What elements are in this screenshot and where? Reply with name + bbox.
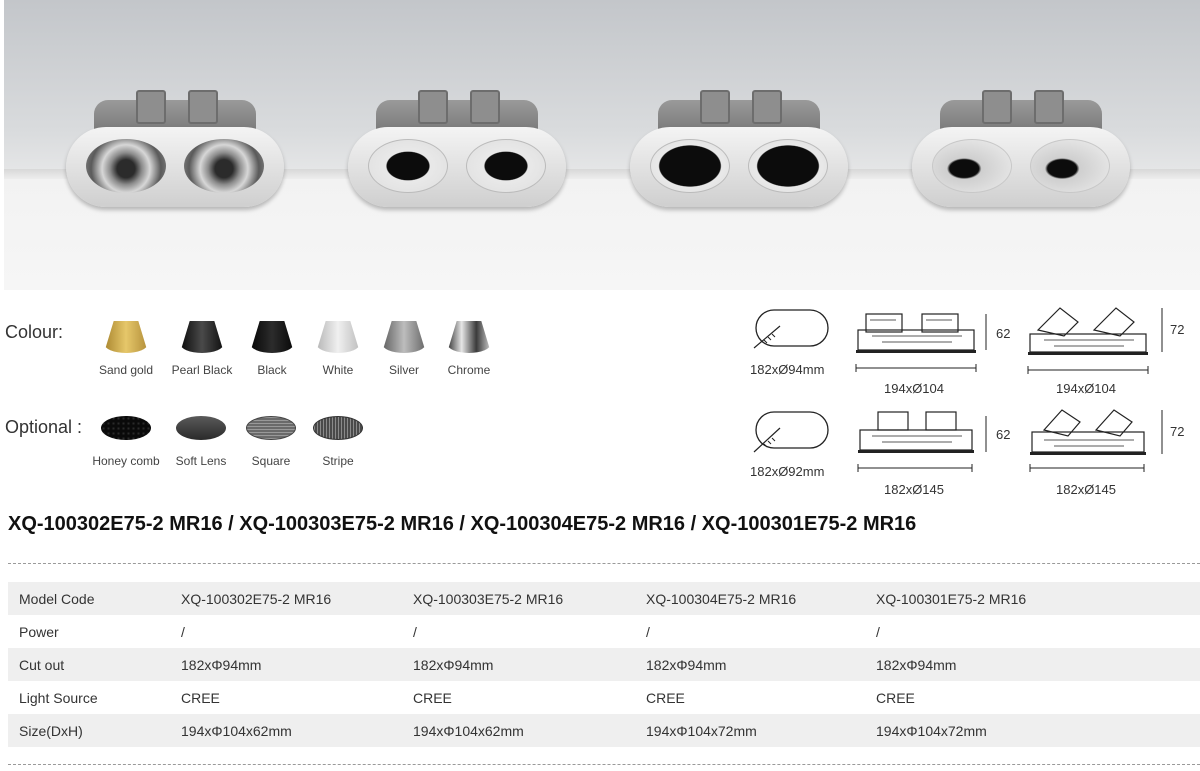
cutout-dimension-top: 182xØ94mm [750,362,825,377]
cell: 182xΦ94mm [646,648,876,681]
cell: CREE [646,689,685,706]
option-soft-lens[interactable] [161,416,241,468]
row-key: Light Source [19,689,98,706]
option-caption: Soft Lens [175,454,227,468]
cell: XQ-100304E75-2 MR16 [646,582,876,615]
side-view-drawing-72 [1024,300,1154,376]
colour-label: Colour: [5,322,64,342]
height-bracket-72-bottom [1160,408,1170,456]
colour-caption: Pearl Black [171,363,233,377]
honeycomb-icon [101,416,151,440]
width-182x145-right: 182xØ145 [1056,482,1116,497]
option-honey-comb[interactable] [86,416,166,468]
product-hero-image [4,0,1200,290]
height-bracket-62-bottom [984,414,994,454]
colour-caption: Black [257,363,287,377]
cell: CREE [876,689,915,706]
fixture-tilted-gimbal [912,95,1132,213]
width-194x104-left: 194xØ104 [884,381,944,396]
square-lens-icon [246,416,296,440]
cell: XQ-100302E75-2 MR16 [181,582,413,615]
row-key: Cut out [8,648,181,681]
row-key: Power [19,623,59,640]
table-row [8,615,1200,648]
side-view-drawing-72-bottom [1024,402,1154,476]
side-view-drawing-62-bottom [852,406,982,476]
cell: 182xΦ94mm [181,648,413,681]
cutout-drawing-bottom [750,408,834,458]
reflector-icon [316,321,360,353]
height-bracket-72-top [1160,306,1170,354]
table-row [8,681,1200,714]
height-62-top: 62 [996,326,1011,341]
reflector-icon [250,321,294,353]
fixture-oval-recessed [630,95,850,213]
option-caption: Honey comb [92,454,160,468]
colour-option-sand-gold[interactable] [86,321,166,377]
height-72-bottom: 72 [1170,424,1185,439]
option-caption: Square [251,454,291,468]
colour-caption: Sand gold [98,363,154,377]
option-stripe[interactable] [298,416,378,468]
cell: 194xΦ104x62mm [181,714,413,747]
reflector-icon [180,321,224,353]
cell: / [181,623,185,640]
cell: XQ-100303E75-2 MR16 [413,582,646,615]
fixture-chrome-reflector [66,95,286,213]
reflector-icon [382,321,426,353]
cell: / [413,623,417,640]
cell: / [876,623,880,640]
cutout-drawing-top [750,306,834,356]
cell: 194xΦ104x72mm [876,714,1200,747]
stripe-lens-icon [313,416,363,440]
cell: CREE [181,689,220,706]
cell: XQ-100301E75-2 MR16 [876,582,1200,615]
fixture-white-recessed [348,95,568,213]
height-72-top: 72 [1170,322,1185,337]
height-62-bottom: 62 [996,427,1011,442]
side-view-drawing-62 [852,306,982,376]
divider-bottom [8,764,1200,765]
cell: 194xΦ104x72mm [646,714,876,747]
colour-option-pearl-black[interactable] [162,321,242,377]
product-title: XQ-100302E75-2 MR16 / XQ-100303E75-2 MR16 / XQ-100304E75-2 MR16 / XQ-100301E75-2 MR16 [8,513,917,535]
cell: CREE [413,689,452,706]
height-bracket-62-top [984,312,994,352]
cell: 194xΦ104x62mm [413,714,646,747]
reflector-icon [447,321,491,353]
row-key: Size(DxH) [8,714,181,747]
colour-caption: White [322,363,354,377]
width-194x104-right: 194xØ104 [1056,381,1116,396]
optional-label: Optional : [5,417,83,437]
table-row [8,582,1200,615]
cell: / [646,623,650,640]
colour-caption: Chrome [447,363,491,377]
width-182x145-left: 182xØ145 [884,482,944,497]
colour-option-chrome[interactable] [429,321,509,377]
reflector-icon [104,321,148,353]
cell: 182xΦ94mm [413,648,646,681]
colour-caption: Silver [388,363,419,377]
spec-table [8,582,1200,747]
row-key: Model Code [8,582,181,615]
table-row [8,714,1200,747]
option-caption: Stripe [322,454,354,468]
divider-top [8,563,1200,564]
cutout-dimension-bottom: 182xØ92mm [750,464,825,479]
table-row [8,648,1200,681]
soft-lens-icon [176,416,226,440]
cell: 182xΦ94mm [876,648,1200,681]
